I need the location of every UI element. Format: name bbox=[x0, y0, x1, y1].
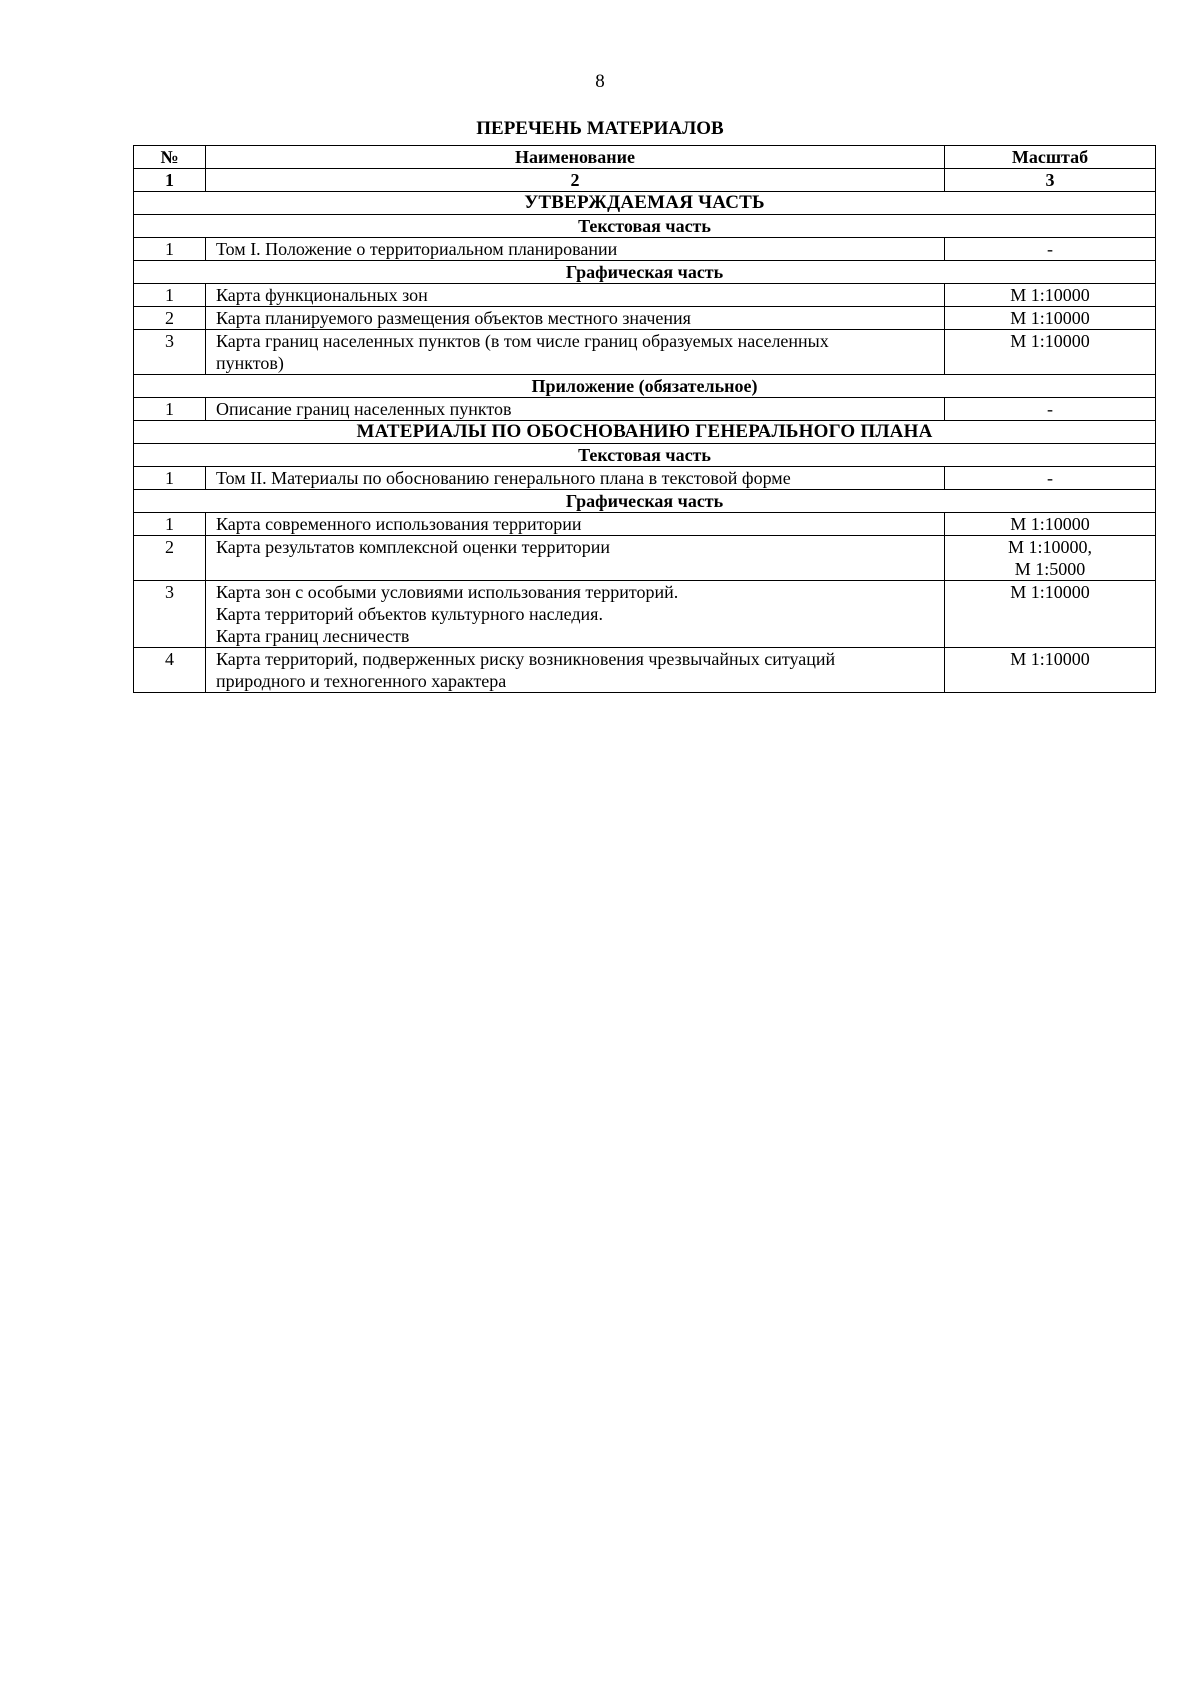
table-row bbox=[134, 581, 1156, 648]
row-name bbox=[206, 648, 945, 693]
row-number: 1 bbox=[134, 398, 206, 421]
subsection-title: Текстовая часть bbox=[134, 215, 1156, 238]
header-name: Наименование bbox=[206, 146, 945, 169]
row-scale-line: М 1:10000, bbox=[1007, 537, 1092, 557]
table-row bbox=[134, 648, 1156, 693]
subsection-row bbox=[134, 444, 1156, 467]
page-number: 8 bbox=[595, 71, 605, 92]
row-scale bbox=[945, 536, 1156, 581]
row-number: 4 bbox=[134, 648, 206, 693]
row-name bbox=[206, 238, 945, 261]
section-row bbox=[134, 421, 1156, 444]
row-name-line: Карта территорий объектов культурного наследия. bbox=[216, 604, 603, 624]
row-scale bbox=[945, 581, 1156, 648]
row-scale-line: М 1:10000 bbox=[1010, 582, 1090, 602]
row-number: 2 bbox=[134, 307, 206, 330]
column-numbers-row bbox=[134, 169, 1156, 192]
subsection-row bbox=[134, 490, 1156, 513]
row-name bbox=[206, 307, 945, 330]
row-name bbox=[206, 513, 945, 536]
row-name-line: природного и техногенного характера bbox=[216, 671, 507, 691]
table-row bbox=[134, 307, 1156, 330]
table-row bbox=[134, 284, 1156, 307]
section-row bbox=[134, 192, 1156, 215]
row-name-line: Карта планируемого размещения объектов местного значения bbox=[216, 308, 691, 328]
row-scale bbox=[945, 284, 1156, 307]
subsection-title: Графическая часть bbox=[134, 490, 1156, 513]
row-name bbox=[206, 467, 945, 490]
row-name-line: Карта границ лесничеств bbox=[216, 626, 410, 646]
row-scale bbox=[945, 467, 1156, 490]
subsection-row bbox=[134, 215, 1156, 238]
row-scale bbox=[945, 307, 1156, 330]
row-scale bbox=[945, 648, 1156, 693]
row-number: 1 bbox=[134, 284, 206, 307]
row-scale-line: М 1:10000 bbox=[1010, 649, 1090, 669]
column-number-1: 1 bbox=[134, 169, 206, 192]
row-scale bbox=[945, 330, 1156, 375]
row-name-line: Карта территорий, подверженных риску возникновения чрезвычайных ситуаций bbox=[216, 649, 836, 669]
row-name-line: Карта результатов комплексной оценки территории bbox=[216, 537, 611, 557]
row-name bbox=[206, 581, 945, 648]
column-number-2: 2 bbox=[206, 169, 945, 192]
row-name bbox=[206, 536, 945, 581]
row-scale bbox=[945, 513, 1156, 536]
table-row bbox=[134, 536, 1156, 581]
row-name-line: Карта функциональных зон bbox=[216, 285, 428, 305]
row-number: 1 bbox=[134, 467, 206, 490]
document-title: ПЕРЕЧЕНЬ МАТЕРИАЛОВ bbox=[476, 118, 724, 139]
subsection-title: Текстовая часть bbox=[134, 444, 1156, 467]
row-number: 2 bbox=[134, 536, 206, 581]
row-scale-line: - bbox=[1047, 399, 1053, 419]
row-name-line: Описание границ населенных пунктов bbox=[216, 399, 512, 419]
row-name bbox=[206, 284, 945, 307]
row-name-line: пунктов) bbox=[216, 353, 284, 373]
row-scale-line: - bbox=[1047, 239, 1053, 259]
row-scale-line: М 1:10000 bbox=[1010, 285, 1090, 305]
table-header-row bbox=[134, 146, 1156, 169]
subsection-title: Приложение (обязательное) bbox=[134, 375, 1156, 398]
row-name-line: Карта границ населенных пунктов (в том числе границ образуемых населенных bbox=[216, 331, 829, 351]
subsection-row bbox=[134, 375, 1156, 398]
row-number: 3 bbox=[134, 330, 206, 375]
table-row bbox=[134, 330, 1156, 375]
column-number-3: 3 bbox=[945, 169, 1156, 192]
row-scale-line: М 1:5000 bbox=[1014, 559, 1086, 579]
row-name-line: Карта современного использования территории bbox=[216, 514, 582, 534]
section-title: МАТЕРИАЛЫ ПО ОБОСНОВАНИЮ ГЕНЕРАЛЬНОГО ПЛАНА bbox=[134, 421, 1156, 444]
subsection-title: Графическая часть bbox=[134, 261, 1156, 284]
row-scale bbox=[945, 238, 1156, 261]
materials-table bbox=[133, 145, 1156, 693]
section-title: УТВЕРЖДАЕМАЯ ЧАСТЬ bbox=[134, 192, 1156, 215]
materials-table-body bbox=[134, 146, 1156, 693]
table-row bbox=[134, 513, 1156, 536]
row-number: 1 bbox=[134, 513, 206, 536]
table-row bbox=[134, 467, 1156, 490]
table-row bbox=[134, 238, 1156, 261]
row-scale bbox=[945, 398, 1156, 421]
row-number: 1 bbox=[134, 238, 206, 261]
row-number: 3 bbox=[134, 581, 206, 648]
row-name bbox=[206, 330, 945, 375]
row-name bbox=[206, 398, 945, 421]
row-name-line: Том I. Положение о территориальном планировании bbox=[216, 239, 618, 259]
row-scale-line: М 1:10000 bbox=[1010, 331, 1090, 351]
row-name-line: Том II. Материалы по обоснованию генерального плана в текстовой форме bbox=[216, 468, 791, 488]
row-scale-line: М 1:10000 bbox=[1010, 308, 1090, 328]
row-name-line: Карта зон с особыми условиями использования территорий. bbox=[216, 582, 679, 602]
row-scale-line: М 1:10000 bbox=[1010, 514, 1090, 534]
table-row bbox=[134, 398, 1156, 421]
header-scale: Масштаб bbox=[945, 146, 1156, 169]
row-scale-line: - bbox=[1047, 468, 1053, 488]
header-num: № bbox=[134, 146, 206, 169]
subsection-row bbox=[134, 261, 1156, 284]
